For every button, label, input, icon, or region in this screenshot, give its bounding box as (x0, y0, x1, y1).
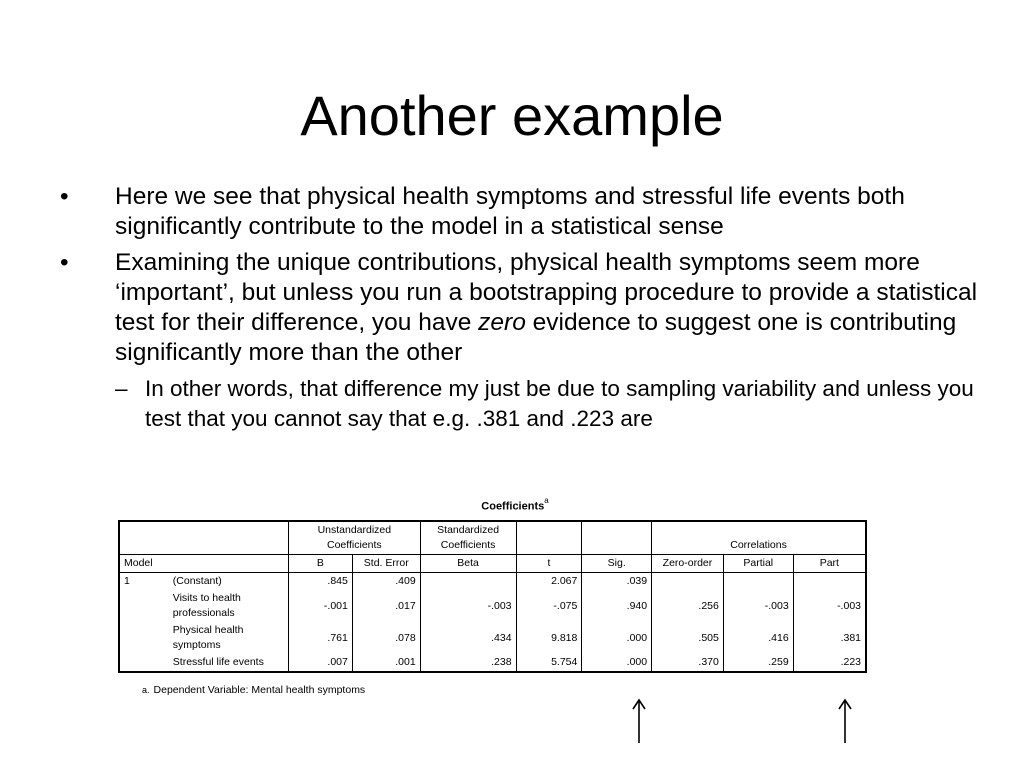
sub-bullet-item (115, 374, 980, 434)
cell-beta: .434 (420, 622, 516, 654)
header-row-columns (119, 555, 866, 573)
table-title-text: Coefficients (481, 500, 545, 513)
table-row (119, 590, 866, 622)
bullet-text-part: Examining the unique contributions, physical health symptoms seem more ‘important’, but unless you run a bootstrapping procedure to provide a statistical test for their difference, you have (115, 249, 978, 336)
cell-b: .007 (288, 654, 352, 672)
cell-t: 9.818 (516, 622, 582, 654)
cell-sig: .940 (582, 590, 652, 622)
header-t: t (516, 555, 582, 573)
model-number: 1 (119, 573, 169, 591)
header-beta: Beta (420, 555, 516, 573)
table-title (440, 498, 590, 513)
header-standardized: Standardized Coefficients (420, 521, 516, 555)
cell-beta: .238 (420, 654, 516, 672)
bullet-text-emphasis: zero (478, 309, 526, 336)
table-row (119, 622, 866, 654)
slide-title: Another example (300, 84, 724, 147)
cell-t: 2.067 (516, 573, 582, 591)
cell-partial (723, 573, 793, 591)
cell-beta (420, 573, 516, 591)
cell-sig: .039 (582, 573, 652, 591)
sub-bullet-mark: – (115, 376, 128, 401)
bullet-item (60, 182, 980, 242)
cell-b: -.001 (288, 590, 352, 622)
cell-t: -.075 (516, 590, 582, 622)
header-zero-order: Zero-order (652, 555, 724, 573)
up-arrow-icon (838, 698, 852, 744)
cell-std-error: .078 (352, 622, 420, 654)
cell-zero-order: .256 (652, 590, 724, 622)
cell-zero-order: .505 (652, 622, 724, 654)
cell-std-error: .001 (352, 654, 420, 672)
header-correlations: Correlations (652, 521, 866, 555)
cell-b: .761 (288, 622, 352, 654)
row-label: Physical health symptoms (172, 624, 244, 651)
cell-part: .223 (793, 654, 866, 672)
coefficients-table (118, 520, 867, 673)
header-row-group (119, 521, 866, 555)
bullet-mark: • (60, 183, 69, 210)
cell-zero-order (652, 573, 724, 591)
bullet-mark: • (60, 249, 69, 276)
cell-sig: .000 (582, 622, 652, 654)
cell-b: .845 (288, 573, 352, 591)
table-row (119, 573, 866, 591)
cell-sig: .000 (582, 654, 652, 672)
header-std-error: Std. Error (352, 555, 420, 573)
table-title-superscript: a (544, 496, 549, 505)
footnote-text: Dependent Variable: Mental health symptoms (153, 684, 366, 696)
cell-part (793, 573, 866, 591)
bullet-item (60, 248, 980, 368)
row-label: Stressful life events (172, 656, 264, 668)
header-part: Part (793, 555, 866, 573)
header-model: Model (119, 555, 288, 573)
table-footnote (142, 684, 365, 696)
up-arrow-icon (632, 698, 646, 744)
footnote-mark: a. (142, 685, 150, 695)
row-label: Visits to health professionals (172, 592, 241, 619)
table-row (119, 654, 866, 672)
cell-partial: .416 (723, 622, 793, 654)
cell-t: 5.754 (516, 654, 582, 672)
cell-std-error: .409 (352, 573, 420, 591)
cell-zero-order: .370 (652, 654, 724, 672)
header-sig: Sig. (582, 555, 652, 573)
cell-partial: -.003 (723, 590, 793, 622)
bullet-text (115, 248, 980, 368)
header-b: B (288, 555, 352, 573)
cell-partial: .259 (723, 654, 793, 672)
row-label: (Constant) (169, 573, 289, 591)
sub-bullet-text: In other words, that difference my just be due to sampling variability and unless you test that you cannot say that e.g. .381 and .223 are (145, 376, 974, 431)
bullet-text: Here we see that physical health symptoms and stressful life events both significantly contribute to the model in a statistical sense (115, 183, 905, 240)
header-unstandardized: Unstandardized Coefficients (288, 521, 420, 555)
cell-beta: -.003 (420, 590, 516, 622)
cell-part: .381 (793, 622, 866, 654)
cell-part: -.003 (793, 590, 866, 622)
header-partial: Partial (723, 555, 793, 573)
cell-std-error: .017 (352, 590, 420, 622)
bullet-text-part: evidence to suggest one is contributing significantly more than the other (115, 309, 957, 366)
slide-body (60, 182, 980, 490)
